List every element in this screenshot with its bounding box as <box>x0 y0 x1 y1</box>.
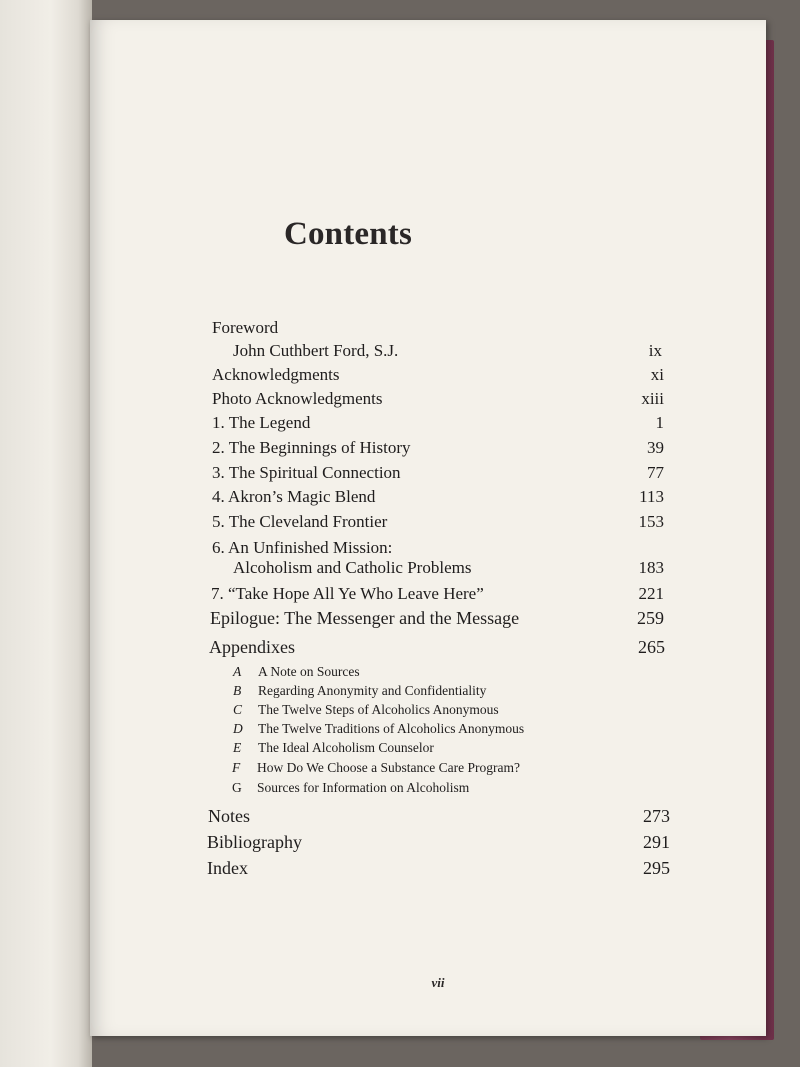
appendix-entry <box>233 721 524 737</box>
toc-page-number: 259 <box>637 608 664 628</box>
toc-entry-chapter-7: 7. “Take Hope All Ye Who Leave Here” <box>211 584 484 603</box>
appendix-letter: E <box>233 740 242 755</box>
toc-page-number: 113 <box>639 487 664 506</box>
toc-entry-bibliography: Bibliography <box>207 832 302 852</box>
appendix-letter: F <box>232 760 241 775</box>
toc-page-number: 265 <box>638 637 665 657</box>
appendix-title: The Ideal Alcoholism Counselor <box>258 740 434 755</box>
appendix-letter: A <box>233 664 242 679</box>
page-title: Contents <box>283 216 413 252</box>
page-folio: vii <box>431 975 445 990</box>
appendix-entry <box>233 702 499 718</box>
appendix-title: How Do We Choose a Substance Care Program? <box>257 760 520 775</box>
toc-page-number: 183 <box>638 558 664 577</box>
toc-page-number: 295 <box>643 858 670 878</box>
appendix-letter: B <box>233 683 242 698</box>
appendix-entry <box>232 780 469 796</box>
toc-entry-notes: Notes <box>208 806 250 826</box>
toc-entry-foreword: Foreword <box>212 318 279 337</box>
toc-entry-index: Index <box>207 858 248 878</box>
toc-page-number: 39 <box>647 438 664 457</box>
toc-page-number: 77 <box>647 463 664 482</box>
toc-entry-photo-acknowledgments: Photo Acknowledgments <box>212 389 383 408</box>
toc-entry-acknowledgments: Acknowledgments <box>212 365 340 384</box>
appendix-title: The Twelve Traditions of Alcoholics Anonymous <box>258 721 525 736</box>
toc-entry-chapter-2: 2. The Beginnings of History <box>212 438 411 457</box>
toc-entry-chapter-5: 5. The Cleveland Frontier <box>212 512 388 531</box>
toc-page-number: 1 <box>655 413 664 432</box>
appendix-title: Sources for Information on Alcoholism <box>257 780 470 795</box>
appendix-letter: C <box>233 702 243 717</box>
facing-page <box>0 0 92 1067</box>
appendix-entry <box>233 664 360 680</box>
appendix-title: The Twelve Steps of Alcoholics Anonymous <box>258 702 499 717</box>
toc-page-number: ix <box>648 341 662 360</box>
toc-page-number: 221 <box>638 584 664 603</box>
appendix-title: Regarding Anonymity and Confidentiality <box>258 683 487 698</box>
appendix-title: A Note on Sources <box>258 664 360 679</box>
toc-entry-epilogue: Epilogue: The Messenger and the Message <box>210 608 520 628</box>
appendix-letter: G <box>232 780 242 795</box>
appendix-letter: D <box>233 721 243 736</box>
toc-entry-chapter-6-subtitle: Alcoholism and Catholic Problems <box>233 558 472 577</box>
toc-entry-appendixes: Appendixes <box>209 637 295 657</box>
toc-page-number: 153 <box>638 512 664 531</box>
toc-entry-chapter-4: 4. Akron’s Magic Blend <box>212 487 376 506</box>
toc-page-number: 291 <box>643 832 670 852</box>
toc-page-number: xi <box>650 365 664 384</box>
appendix-entry <box>232 760 520 776</box>
toc-entry-foreword-author: John Cuthbert Ford, S.J. <box>233 341 399 360</box>
toc-entry-chapter-6: 6. An Unfinished Mission: <box>212 538 393 557</box>
appendix-entry <box>233 740 434 756</box>
appendix-entry <box>233 683 486 699</box>
toc-page-number: 273 <box>643 806 670 826</box>
toc-page-number: xiii <box>641 389 664 408</box>
toc-entry-chapter-1: 1. The Legend <box>212 413 311 432</box>
contents-page <box>90 20 766 1036</box>
toc-entry-chapter-3: 3. The Spiritual Connection <box>212 463 401 482</box>
